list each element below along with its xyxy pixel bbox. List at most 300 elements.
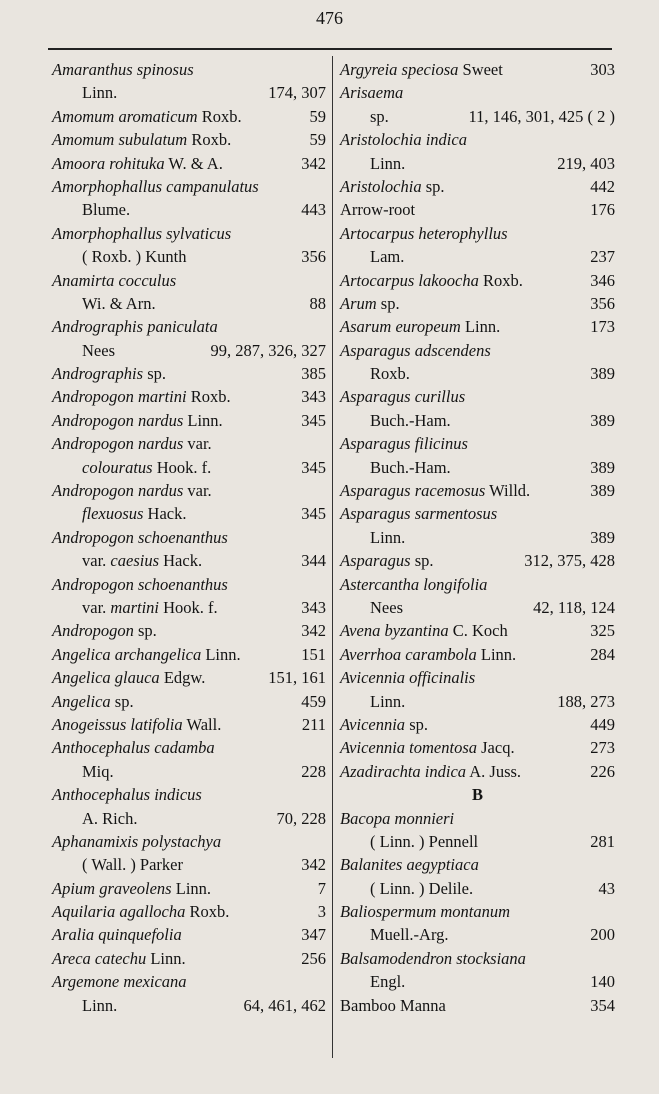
species-name: Andrographis (52, 364, 144, 384)
authority-text: Jacq. (477, 738, 515, 758)
species-name: Asparagus sarmentosus (340, 504, 498, 524)
index-entry-continuation (52, 994, 326, 1017)
index-entry (340, 947, 615, 970)
page-references: 7 (317, 878, 326, 898)
entry-name (340, 502, 497, 525)
entry-name (52, 175, 259, 198)
entry-name (340, 339, 491, 362)
index-entry-continuation (340, 690, 615, 713)
authority-text: Miq. (82, 761, 114, 781)
entry-name (52, 900, 229, 923)
page-number: 476 (316, 8, 343, 28)
page-references: 342 (301, 153, 326, 173)
entry-name (340, 573, 487, 596)
index-entry-continuation (52, 502, 326, 525)
page-references: 389 (590, 527, 615, 547)
page-references: 211 (301, 714, 326, 734)
page-references: 43 (598, 878, 615, 898)
entry-name (52, 315, 218, 338)
entry-name (370, 526, 405, 549)
index-entry-continuation (340, 970, 615, 993)
entry-name (82, 502, 187, 525)
page-references: 88 (309, 293, 326, 313)
entry-name (370, 877, 473, 900)
index-entry (52, 362, 326, 385)
entry-name (340, 549, 434, 572)
authority-text: Wall. (182, 714, 222, 734)
page-references: 151, 161 (268, 668, 326, 688)
entry-name (370, 245, 404, 268)
species-name: Azadirachta indica (340, 761, 467, 781)
species-name: Andropogon (52, 621, 134, 641)
index-entry-continuation (340, 456, 615, 479)
species-name: caesius (110, 551, 159, 571)
index-entry (52, 713, 326, 736)
index-entry (52, 736, 326, 759)
index-entry (52, 105, 326, 128)
page-references: 59 (309, 130, 326, 150)
entry-name (52, 128, 231, 151)
authority-text: Linn. (82, 83, 118, 103)
authority-text: Arrow-root (340, 200, 416, 220)
species-name: Andropogon schoenanthus (52, 574, 228, 594)
index-entry (340, 853, 615, 876)
entry-name (370, 690, 405, 713)
entry-name (52, 58, 194, 81)
species-name: Argemone mexicana (52, 972, 187, 992)
authority-text: Nees (370, 597, 403, 617)
authority-text: Roxb. (478, 270, 523, 290)
authority-text: Edgw. (159, 668, 206, 688)
entry-name (52, 105, 242, 128)
index-entry (340, 175, 615, 198)
authority-text: Linn. (476, 644, 517, 664)
entry-name (52, 479, 212, 502)
authority-text: sp. (421, 176, 445, 196)
authority-text: sp. (376, 293, 400, 313)
entry-name (340, 736, 515, 759)
index-entry-continuation (340, 526, 615, 549)
entry-name (82, 292, 156, 315)
authority-text: Hack. (143, 504, 187, 524)
species-name: Artocarpus lakoocha (340, 270, 479, 290)
authority-text: Linn. (460, 317, 501, 337)
species-name: Bacopa monnieri (340, 808, 455, 828)
species-name: Andropogon nardus (52, 481, 184, 501)
index-entry (52, 923, 326, 946)
index-entry (340, 666, 615, 689)
authority-text: Wi. & Arn. (82, 293, 156, 313)
authority-text: Lam. (370, 247, 405, 267)
page-references: 389 (590, 457, 615, 477)
authority-text: Blume. (82, 200, 131, 220)
top-rule (48, 48, 612, 50)
species-name: martini (110, 597, 160, 617)
index-entry-continuation (52, 339, 326, 362)
entry-name (370, 362, 410, 385)
entry-name (52, 830, 221, 853)
index-entry (340, 713, 615, 736)
authority-text: Roxb. (186, 387, 231, 407)
index-entry-continuation (340, 105, 615, 128)
index-entry (340, 549, 615, 572)
index-entry (340, 292, 615, 315)
entry-name (82, 245, 187, 268)
index-entry (340, 736, 615, 759)
index-entry (52, 385, 326, 408)
page-references: 3 (317, 902, 326, 922)
page-references: 140 (590, 972, 615, 992)
species-name: Avicennia officinalis (340, 668, 476, 688)
species-name: Amoora rohituka (52, 153, 165, 173)
authority-text: Muell.-Arg. (370, 925, 449, 945)
page-references: 385 (301, 364, 326, 384)
page-references: 303 (590, 60, 615, 79)
page-references: 64, 461, 462 (243, 995, 326, 1015)
page-references: 449 (590, 714, 615, 734)
authority-text: Buch.-Ham. (370, 457, 451, 477)
authority-text: var. (82, 597, 111, 617)
page-references: 442 (590, 176, 615, 196)
species-name: Andropogon nardus (52, 434, 184, 454)
species-name: Avicennia (340, 714, 406, 734)
species-name: Astercantha longifolia (340, 574, 488, 594)
species-name: Argyreia speciosa (340, 60, 459, 79)
species-name: flexuosus (82, 504, 144, 524)
authority-text: ( Linn. ) Pennell (370, 831, 479, 851)
page-references: 226 (590, 761, 615, 781)
species-name: Andropogon schoenanthus (52, 527, 228, 547)
species-name: Aristolochia indica (340, 130, 467, 150)
page-references: 347 (301, 925, 326, 945)
entry-name (370, 596, 403, 619)
index-entry (340, 385, 615, 408)
authority-text: Sweet (458, 60, 503, 79)
index-entry-continuation (52, 245, 326, 268)
entry-name (52, 619, 157, 642)
authority-text: Linn. (171, 878, 212, 898)
species-name: Anogeissus latifolia (52, 714, 183, 734)
entry-name (340, 385, 465, 408)
entry-name (370, 830, 478, 853)
species-name: Angelica (52, 691, 111, 711)
entry-name (82, 853, 183, 876)
index-entry (340, 619, 615, 642)
entry-name (340, 994, 446, 1017)
entry-name (340, 619, 508, 642)
entry-name (52, 970, 187, 993)
page-references: 346 (590, 270, 615, 290)
page-references: 70, 228 (276, 808, 326, 828)
index-entry (340, 315, 615, 338)
entry-name (52, 385, 231, 408)
index-entry (340, 81, 615, 104)
entry-name (52, 690, 134, 713)
index-entry-continuation (340, 923, 615, 946)
index-entry-continuation (52, 81, 326, 104)
index-entry (52, 175, 326, 198)
page-references: 459 (301, 691, 326, 711)
entry-name (340, 479, 530, 502)
entry-name (52, 526, 228, 549)
page-references: 11, 146, 301, 425 ( 2 ) (468, 106, 615, 126)
page-references: 237 (590, 247, 615, 267)
authority-text: sp. (410, 551, 434, 571)
index-entry (52, 269, 326, 292)
entry-name (52, 877, 211, 900)
authority-text: sp. (143, 364, 166, 384)
page-references: 325 (590, 621, 615, 641)
species-name: Amorphophallus sylvaticus (52, 223, 232, 243)
index-entry (52, 643, 326, 666)
entry-name (52, 643, 241, 666)
index-entry (340, 269, 615, 292)
index-entry (52, 619, 326, 642)
page-references: 389 (590, 481, 615, 501)
page-references: 342 (301, 621, 326, 641)
page-references: 356 (301, 247, 326, 267)
entry-name (82, 760, 114, 783)
authority-text: W. & A. (164, 153, 223, 173)
species-name: Arisaema (340, 83, 404, 103)
index-entry (52, 432, 326, 455)
species-name: Amorphophallus campanulatus (52, 176, 259, 196)
species-name: Angelica glauca (52, 668, 160, 688)
index-entry (340, 432, 615, 455)
page-references: 343 (301, 387, 326, 407)
entry-name (52, 783, 202, 806)
entry-name (52, 409, 223, 432)
authority-text: Buch.-Ham. (370, 410, 451, 430)
entry-name (340, 853, 479, 876)
index-entry (340, 198, 615, 221)
species-name: Angelica archangelica (52, 644, 202, 664)
entry-name (82, 994, 117, 1017)
authority-text: Hook. f. (152, 457, 212, 477)
index-entry (340, 807, 615, 830)
entry-name (52, 736, 215, 759)
index-entry (52, 58, 326, 81)
entry-name (340, 643, 516, 666)
species-name: Asparagus (340, 551, 411, 571)
entry-name (340, 900, 510, 923)
page-references: 99, 287, 326, 327 (210, 340, 326, 360)
page-references: 345 (301, 410, 326, 430)
entry-name (370, 923, 449, 946)
entry-name (340, 432, 468, 455)
species-name: Asarum europeum (340, 317, 461, 337)
species-name: Andrographis paniculata (52, 317, 218, 337)
entry-name (82, 456, 211, 479)
index-column-left (52, 58, 326, 1017)
index-entry-continuation (340, 152, 615, 175)
authority-text: Engl. (370, 972, 406, 992)
page-references: 354 (590, 995, 615, 1015)
authority-text: Nees (82, 340, 115, 360)
authority-text: var. (82, 551, 111, 571)
entry-name (340, 58, 503, 81)
index-entry (52, 573, 326, 596)
index-column-right (340, 58, 615, 1017)
authority-text: Linn. (201, 644, 241, 664)
index-entry (52, 152, 326, 175)
entry-name (340, 315, 500, 338)
index-entry (340, 58, 615, 81)
species-name: Balanites aegyptiaca (340, 855, 479, 875)
page-references: 443 (301, 200, 326, 220)
index-entry (52, 128, 326, 151)
authority-text: sp. (110, 691, 134, 711)
entry-name (82, 81, 117, 104)
page-references: 345 (301, 457, 326, 477)
page-references: 389 (590, 410, 615, 430)
authority-text: Roxb. (370, 364, 410, 384)
page-references: 342 (301, 855, 326, 875)
species-name: Artocarpus heterophyllus (340, 223, 508, 243)
index-entry (340, 573, 615, 596)
index-entry-continuation (340, 362, 615, 385)
authority-text: sp. (370, 106, 389, 126)
authority-text: C. Koch (448, 621, 508, 641)
index-entry (52, 409, 326, 432)
species-name: Aphanamixis polystachya (52, 831, 222, 851)
authority-text: var. (183, 434, 212, 454)
index-entry-continuation (52, 456, 326, 479)
page-references: 174, 307 (268, 83, 326, 103)
index-entry-continuation (340, 830, 615, 853)
page-references: 256 (301, 948, 326, 968)
page-references: 176 (590, 200, 615, 220)
index-entry (52, 690, 326, 713)
page-references: 219, 403 (557, 153, 615, 173)
index-entry (340, 479, 615, 502)
page-references: 345 (301, 504, 326, 524)
species-name: Anthocephalus cadamba (52, 738, 215, 758)
index-entry (52, 783, 326, 806)
page-references: 59 (309, 106, 326, 126)
species-name: Aquilaria agallocha (52, 902, 186, 922)
page-references: 228 (301, 761, 326, 781)
entry-name (340, 947, 526, 970)
index-entry-continuation (52, 549, 326, 572)
index-entry-continuation (52, 807, 326, 830)
entry-name (370, 409, 451, 432)
page-references: 281 (590, 831, 615, 851)
species-name: Areca catechu (52, 948, 147, 968)
species-name: Anamirta cocculus (52, 270, 177, 290)
index-entry (340, 128, 615, 151)
entry-name (52, 362, 166, 385)
index-entry (52, 315, 326, 338)
index-entry (340, 994, 615, 1017)
index-entry (340, 502, 615, 525)
index-entry-continuation (52, 596, 326, 619)
entry-name (52, 573, 228, 596)
species-name: Baliospermum montanum (340, 902, 511, 922)
authority-text: Hook. f. (159, 597, 218, 617)
entry-name (370, 970, 405, 993)
authority-text: Roxb. (185, 902, 230, 922)
entry-name (340, 222, 508, 245)
index-entry (340, 339, 615, 362)
index-entry (52, 830, 326, 853)
entry-name (82, 198, 130, 221)
index-entry (52, 666, 326, 689)
species-name: Aristolochia (340, 176, 422, 196)
index-entry-continuation (340, 596, 615, 619)
page-references: 188, 273 (557, 691, 615, 711)
entry-name (52, 713, 221, 736)
index-entry-continuation (52, 760, 326, 783)
species-name: Amomum subulatum (52, 130, 188, 150)
entry-name (340, 175, 445, 198)
authority-text: Linn. (183, 410, 223, 430)
entry-name (370, 105, 389, 128)
authority-text: sp. (133, 621, 157, 641)
entry-name (340, 128, 467, 151)
entry-name (82, 596, 218, 619)
entry-name (52, 666, 205, 689)
authority-text: Linn. (370, 153, 406, 173)
page-references: 356 (590, 293, 615, 313)
authority-text: ( Wall. ) Parker (82, 855, 183, 875)
entry-name (340, 198, 415, 221)
index-entry (52, 970, 326, 993)
entry-name (340, 807, 454, 830)
species-name: Andropogon nardus (52, 410, 184, 430)
page-references: 273 (590, 738, 615, 758)
index-entry (340, 222, 615, 245)
species-name: Aralia quinquefolia (52, 925, 182, 945)
authority-text: Roxb. (187, 130, 232, 150)
page-references: 344 (301, 551, 326, 571)
authority-text: Bamboo Manna (340, 995, 446, 1015)
index-entry (52, 479, 326, 502)
authority-text: A. Rich. (82, 808, 138, 828)
index-entry (52, 877, 326, 900)
entry-name (52, 923, 182, 946)
species-name: Amaranthus spinosus (52, 60, 194, 79)
species-name: Avena byzantina (340, 621, 449, 641)
index-entry (340, 643, 615, 666)
species-name: Averrhoa carambola (340, 644, 477, 664)
entry-name (82, 549, 202, 572)
index-entry-continuation (340, 245, 615, 268)
species-name: Avicennia tomentosa (340, 738, 478, 758)
species-name: Amomum aromaticum (52, 106, 198, 126)
entry-name (340, 713, 428, 736)
entry-name (52, 947, 186, 970)
index-entry-continuation (340, 877, 615, 900)
authority-text: Linn. (370, 691, 406, 711)
species-name: Anthocephalus indicus (52, 785, 202, 805)
authority-text: sp. (405, 714, 428, 734)
page-references: 200 (590, 925, 615, 945)
column-divider (332, 56, 333, 1058)
authority-text: Linn. (370, 527, 406, 547)
entry-name (370, 152, 405, 175)
entry-name (340, 81, 403, 104)
section-heading-letter: B (471, 785, 483, 805)
authority-text: var. (183, 481, 212, 501)
index-entry-continuation (52, 292, 326, 315)
authority-text: Roxb. (197, 106, 242, 126)
authority-text: Linn. (146, 948, 186, 968)
entry-name (52, 432, 212, 455)
authority-text: Willd. (485, 481, 531, 501)
entry-name (340, 269, 523, 292)
page-references: 312, 375, 428 (524, 551, 615, 571)
